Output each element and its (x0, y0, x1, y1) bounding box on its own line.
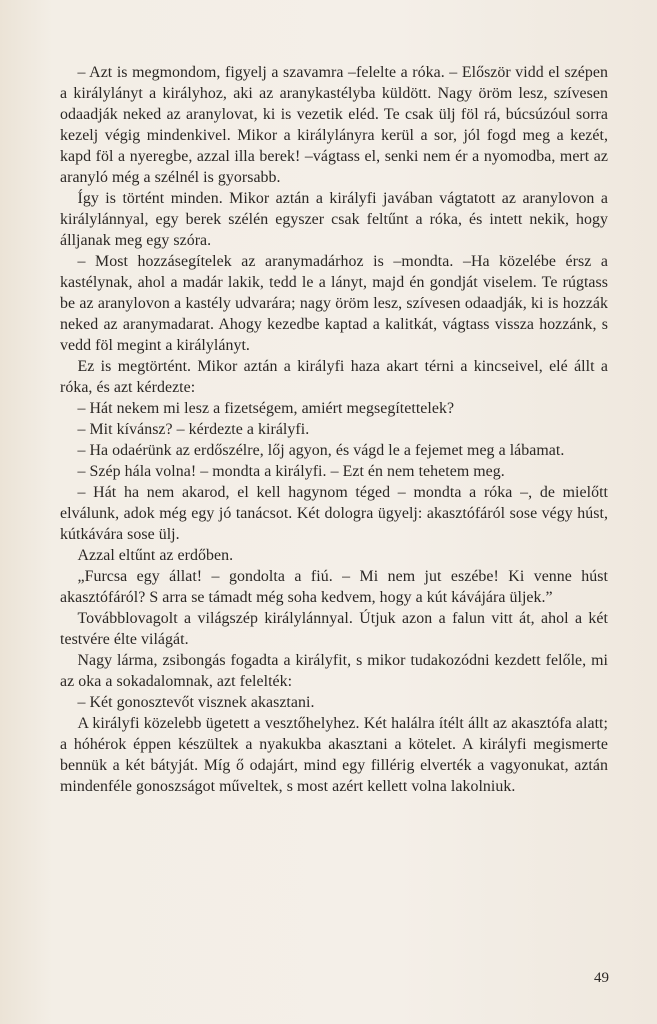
paragraph: Így is történt minden. Mikor aztán a királyfi javában vágtatott az aranylovon a királylánnyal, egy berek szélén egyszer csak feltűnt a róka, és intett nekik, hogy álljanak meg egy szóra. (60, 190, 608, 249)
page-body-text (60, 62, 608, 797)
paragraph: A királyfi közelebb ügetett a vesztőhelyhez. Két halálra ítélt állt az akasztófa alatt; a hóhérok éppen készültek a nyakukba akasztani a kötelet. A királyfi megismerte bennük a két bátyját. Míg ő odajárt, mind egy fillérig elverték a vagyonukat, aztán mindenféle gonoszságot műveltek, s most azért kellett volna lakolniuk. (60, 715, 608, 795)
paragraph: Nagy lárma, zsibongás fogadta a királyfit, s mikor tudakozódni kezdett felőle, mi az oka a sokadalomnak, azt felelték: (60, 652, 608, 690)
paragraph: Ez is megtörtént. Mikor aztán a királyfi haza akart térni a kincseivel, elé állt a róka, és azt kérdezte: (60, 358, 608, 396)
paragraph: – Hát ha nem akarod, el kell hagynom téged – mondta a róka –, de mielőtt elválunk, adok még egy jó tanácsot. Két dologra ügyelj: akasztófáról sose végy húst, kútkávára sose ülj. (60, 484, 608, 543)
paragraph: – Azt is megmondom, figyelj a szavamra –felelte a róka. – Először vidd el szépen a királylányt a királyhoz, aki az aranykastélyba küldött. Nagy öröm lesz, szívesen odaadják neked az aranylovat, ki is vezetik eléd. Te csak ülj föl rá, búcsúzóul sorra kezelj végig mindenkivel. Mikor a királylányra kerül a sor, jól fogd meg a kezét, kapd föl a nyeregbe, azzal illa berek! –vágtass el, senki nem ér a nyomodba, mert az aranyló még a szélnél is gyorsabb. (60, 64, 608, 186)
paragraph: – Szép hála volna! – mondta a királyfi. – Ezt én nem tehetem meg. (77, 463, 505, 480)
paragraph: – Ha odaérünk az erdőszélre, lőj agyon, és vágd le a fejemet meg a lábamat. (77, 442, 565, 459)
paragraph: – Hát nekem mi lesz a fizetségem, amiért megsegítettelek? (77, 400, 455, 417)
paragraph: „Furcsa egy állat! – gondolta a fiú. – Mi nem jut eszébe! Ki venne húst akasztófáról? S arra se támadt még soha kedvem, hogy a kút kávájára üljek.” (60, 568, 608, 606)
paragraph: – Mit kívánsz? – kérdezte a királyfi. (77, 421, 310, 438)
paragraph: – Két gonosztevőt visznek akasztani. (77, 694, 315, 711)
page-number: 49 (594, 970, 609, 986)
paragraph: – Most hozzásegítelek az aranymadárhoz is –mondta. –Ha közelébe érsz a kastélynak, ahol a madár lakik, tedd le a lányt, majd én gondját viselem. Te rúgtass be az aranylovon a kastély udvarára; nagy öröm lesz, szívesen odaadják, ki is hozzák neked az aranymadarat. Ahogy kezedbe kaptad a kalitkát, vágtass vissza hozzánk, s vedd föl megint a királylányt. (60, 253, 608, 354)
paragraph: Továbblovagolt a világszép királylánnyal. Útjuk azon a falun vitt át, ahol a két testvére élte világát. (60, 610, 608, 648)
paragraph: Azzal eltűnt az erdőben. (77, 547, 234, 564)
